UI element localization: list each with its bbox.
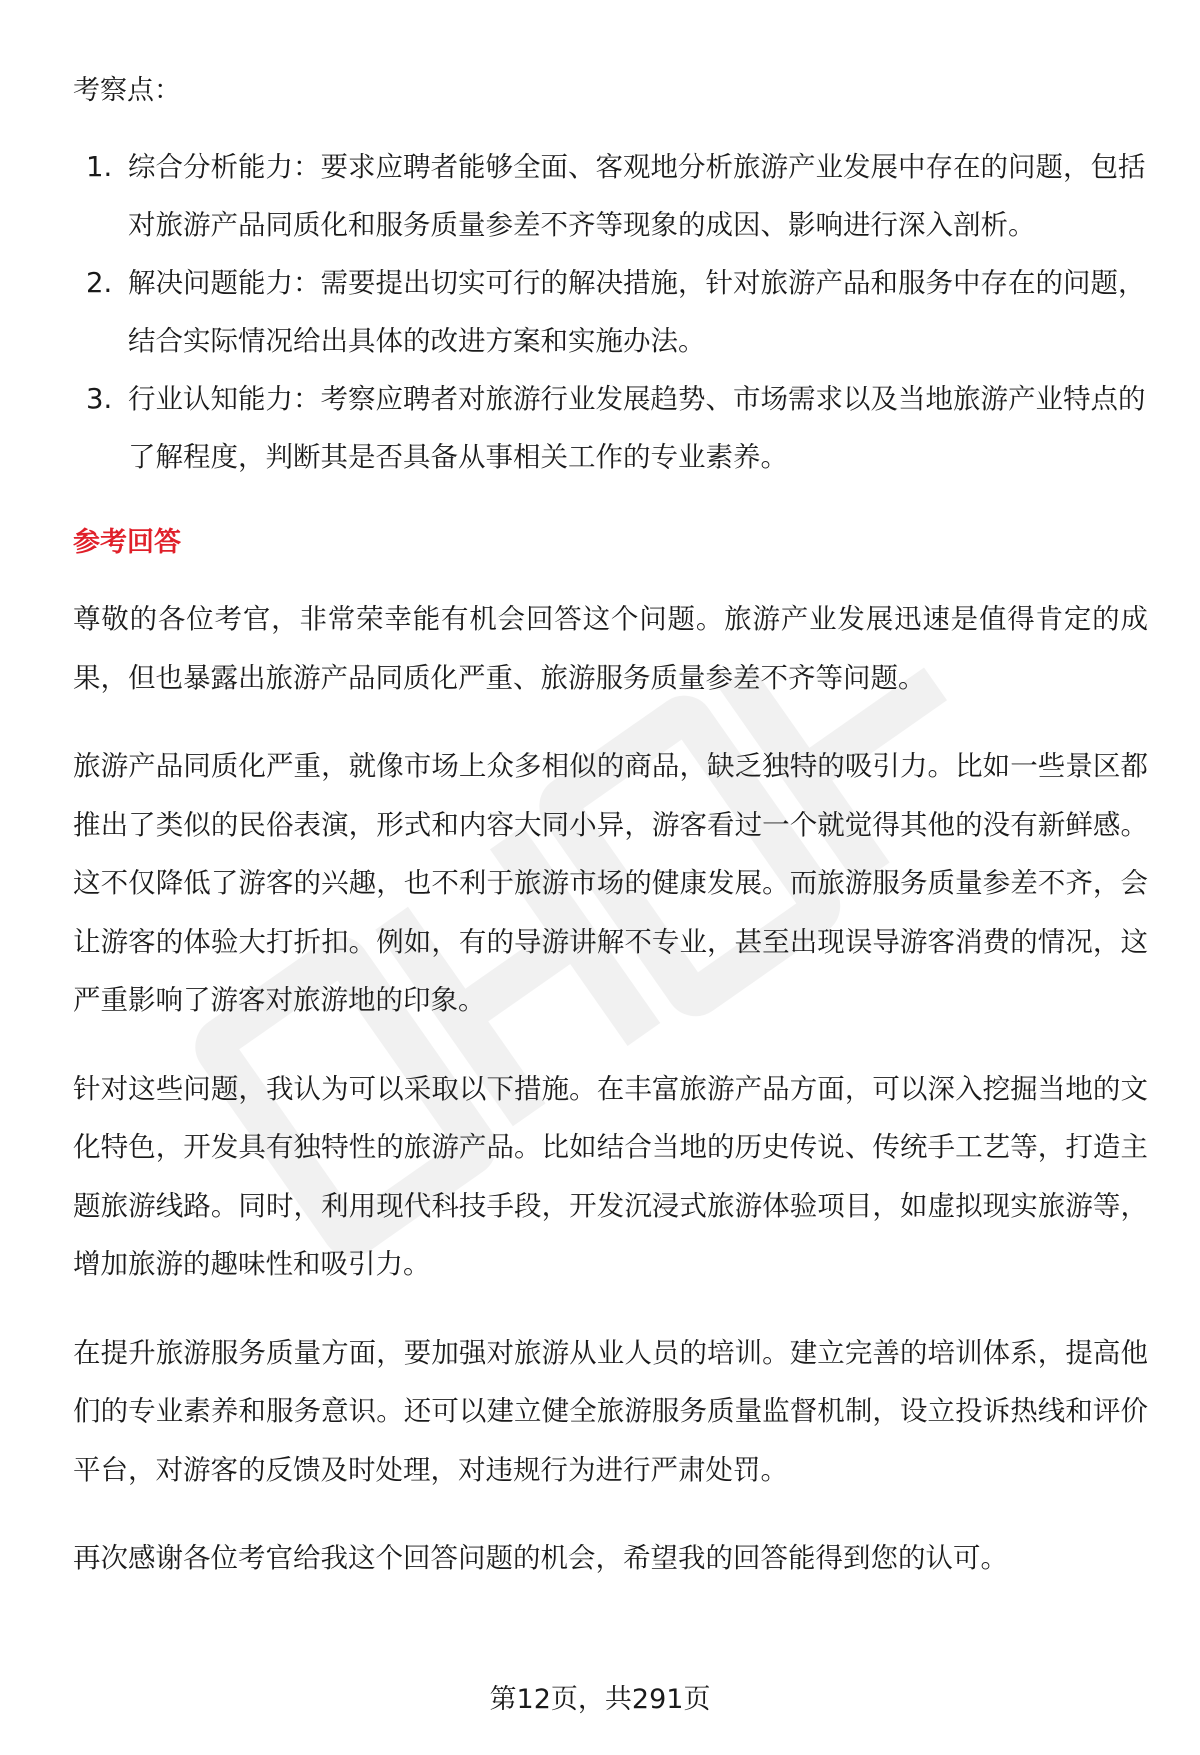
list-item-text: 行业认知能力：考察应聘者对旅游行业发展趋势、市场需求以及当地旅游产业特点的了解程度，判断其是否具备从事相关工作的专业素养。	[128, 383, 1146, 473]
answer-paragraph: 尊敬的各位考官，非常荣幸能有机会回答这个问题。旅游产业发展迅速是值得肯定的成果，但也暴露出旅游产品同质化严重、旅游服务质量参差不齐等问题。	[73, 603, 1148, 694]
answer-paragraph: 针对这些问题，我认为可以采取以下措施。在丰富旅游产品方面，可以深入挖掘当地的文化特色，开发具有独特性的旅游产品。比如结合当地的历史传说、传统手工艺等，打造主题旅游线路。同时，利用现代科技手段，开发沉浸式旅游体验项目，如虚拟现实旅游等，增加旅游的趣味性和吸引力。	[73, 1072, 1148, 1280]
answer-paragraph: 在提升旅游服务质量方面，要加强对旅游从业人员的培训。建立完善的培训体系，提高他们的专业素养和服务意识。还可以建立健全旅游服务质量监督机制，设立投诉热线和评价平台，对游客的反馈及时处理，对违规行为进行严肃处罚。	[73, 1336, 1148, 1486]
answer-paragraph: 再次感谢各位考官给我这个回答问题的机会，希望我的回答能得到您的认可。	[73, 1542, 1008, 1574]
list-item-number: 2.	[86, 267, 113, 299]
answer-paragraph: 旅游产品同质化严重，就像市场上众多相似的商品，缺乏独特的吸引力。比如一些景区都推出了类似的民俗表演，形式和内容大同小异，游客看过一个就觉得其他的没有新鲜感。这不仅降低了游客的兴趣，也不利于旅游市场的健康发展。而旅游服务质量参差不齐，会让游客的体验大打折扣。例如，有的导游讲解不专业，甚至出现误导游客消费的情况，这严重影响了游客对旅游地的印象。	[73, 750, 1148, 1016]
list-item-number: 1.	[86, 151, 113, 183]
list-item-text: 解决问题能力：需要提出切实可行的解决措施，针对旅游产品和服务中存在的问题，结合实际情况给出具体的改进方案和实施办法。	[128, 267, 1146, 357]
list-item	[73, 138, 1148, 254]
page-number-footer: 第12页，共291页	[489, 1684, 711, 1715]
assessment-points-label: 考察点：	[73, 75, 181, 106]
list-item	[73, 370, 1148, 486]
list-item-number: 3.	[86, 383, 113, 415]
assessment-points-list	[73, 138, 1148, 486]
list-item-text: 综合分析能力：要求应聘者能够全面、客观地分析旅游产业发展中存在的问题，包括对旅游产品同质化和服务质量参差不齐等现象的成因、影响进行深入剖析。	[128, 151, 1146, 241]
main-content	[73, 60, 1148, 1618]
list-item	[73, 254, 1148, 370]
reference-answer-heading: 参考回答	[73, 527, 181, 558]
